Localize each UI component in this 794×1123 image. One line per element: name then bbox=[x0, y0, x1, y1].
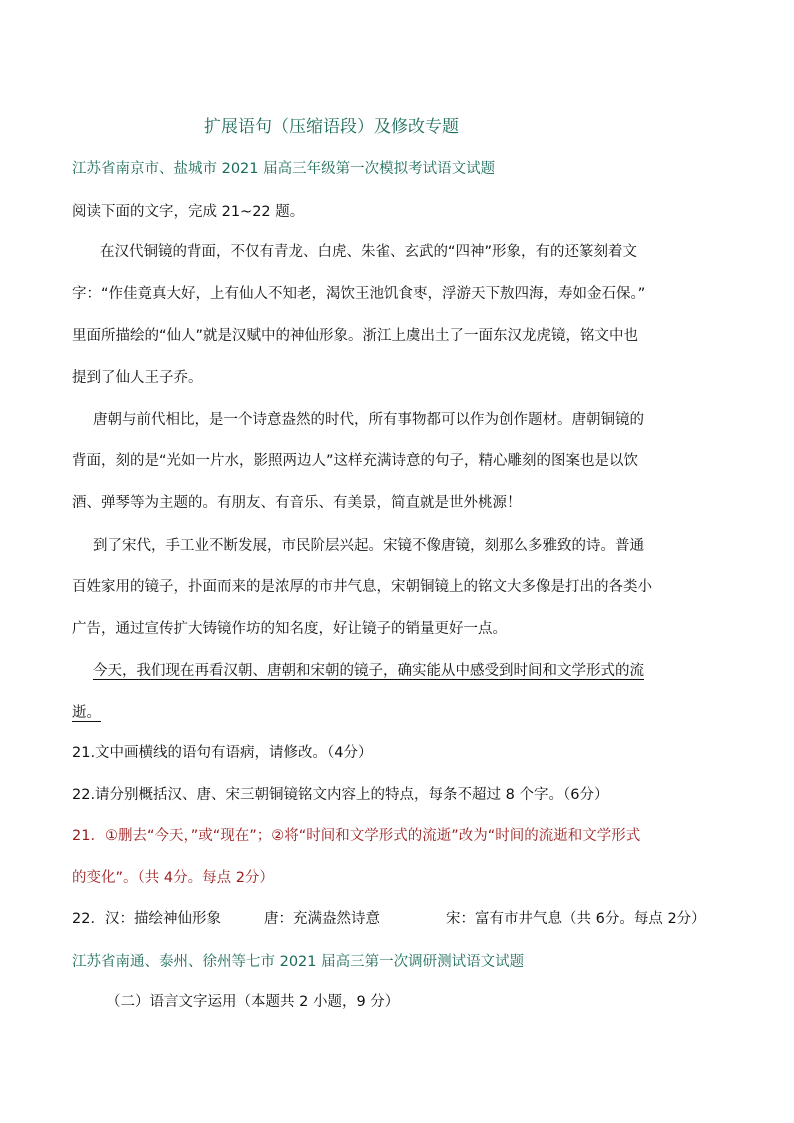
question-22: 22.请分别概括汉、唐、宋三朝铜镜铭文内容上的特点，每条不超过 8 个字。（6分） bbox=[72, 787, 609, 803]
passage-line: 唐朝与前代相比，是一个诗意盎然的时代，所有事物都可以作为创作题材。唐朝铜镜的 bbox=[93, 412, 644, 428]
passage-line: 百姓家用的镜子，扑面而来的是浓厚的市井气息，宋朝铜镜上的铭文大多像是打出的各类小 bbox=[72, 579, 652, 595]
answer-22-song: 宋：富有市井气息（共 6分。每点 2分） bbox=[446, 911, 706, 927]
section-heading: （二）语言文字运用（本题共 2 小题，9 分） bbox=[106, 994, 400, 1010]
passage-line: 到了宋代，手工业不断发展，市民阶层兴起。宋镜不像唐镜，刻那么多雅致的诗。普通 bbox=[93, 538, 644, 554]
passage-line: 在汉代铜镜的背面，不仅有青龙、白虎、朱雀、玄武的“四神”形象，有的还篆刻着文 bbox=[100, 244, 638, 260]
question-21: 21.文中画横线的语句有语病，请修改。（4分） bbox=[72, 745, 373, 761]
source-heading-1: 江苏省南京市、盐城市 2021 届高三年级第一次模拟考试语文试题 bbox=[72, 161, 496, 177]
page-title: 扩展语句（压缩语段）及修改专题 bbox=[204, 117, 459, 137]
passage-line: 字：“作佳竟真大好，上有仙人不知老，渴饮王池饥食枣，浮游天下敖四海，寿如金石保。” bbox=[72, 286, 646, 302]
underlined-sentence-line: 逝。 bbox=[72, 705, 101, 721]
answer-22-tang: 唐：充满盎然诗意 bbox=[264, 911, 380, 927]
source-heading-2: 江苏省南通、泰州、徐州等七市 2021 届高三第一次调研测试语文试题 bbox=[72, 954, 525, 970]
passage-line: 酒、弹琴等为主题的。有朋友、有音乐、有美景，简直就是世外桃源！ bbox=[72, 495, 522, 511]
answer-line: 21．①删去“今天，”或“现在”；②将“时间和文学形式的流逝”改为“时间的流逝和文学形式 bbox=[72, 828, 641, 844]
passage-line: 背面，刻的是“光如一片水，影照两边人”这样充满诗意的句子，精心雕刻的图案也是以饮 bbox=[72, 453, 639, 469]
passage-line: 广告，通过宣传扩大铸镜作坊的知名度，好让镜子的销量更好一点。 bbox=[72, 621, 507, 637]
answer-line: 的变化”。（共 4分。每点 2分） bbox=[72, 870, 274, 886]
answer-22-han: 22．汉：描绘神仙形象 bbox=[72, 911, 221, 927]
passage-line: 里面所描绘的“仙人”就是汉赋中的神仙形象。浙江上虞出土了一面东汉龙虎镜，铭文中也 bbox=[72, 328, 639, 344]
instruction-text: 阅读下面的文字，完成 21~22 题。 bbox=[72, 204, 305, 220]
underlined-sentence-line: 今天，我们现在再看汉朝、唐朝和宋朝的镜子，确实能从中感受到时间和文学形式的流 bbox=[93, 663, 644, 679]
passage-line: 提到了仙人王子乔。 bbox=[72, 370, 203, 386]
